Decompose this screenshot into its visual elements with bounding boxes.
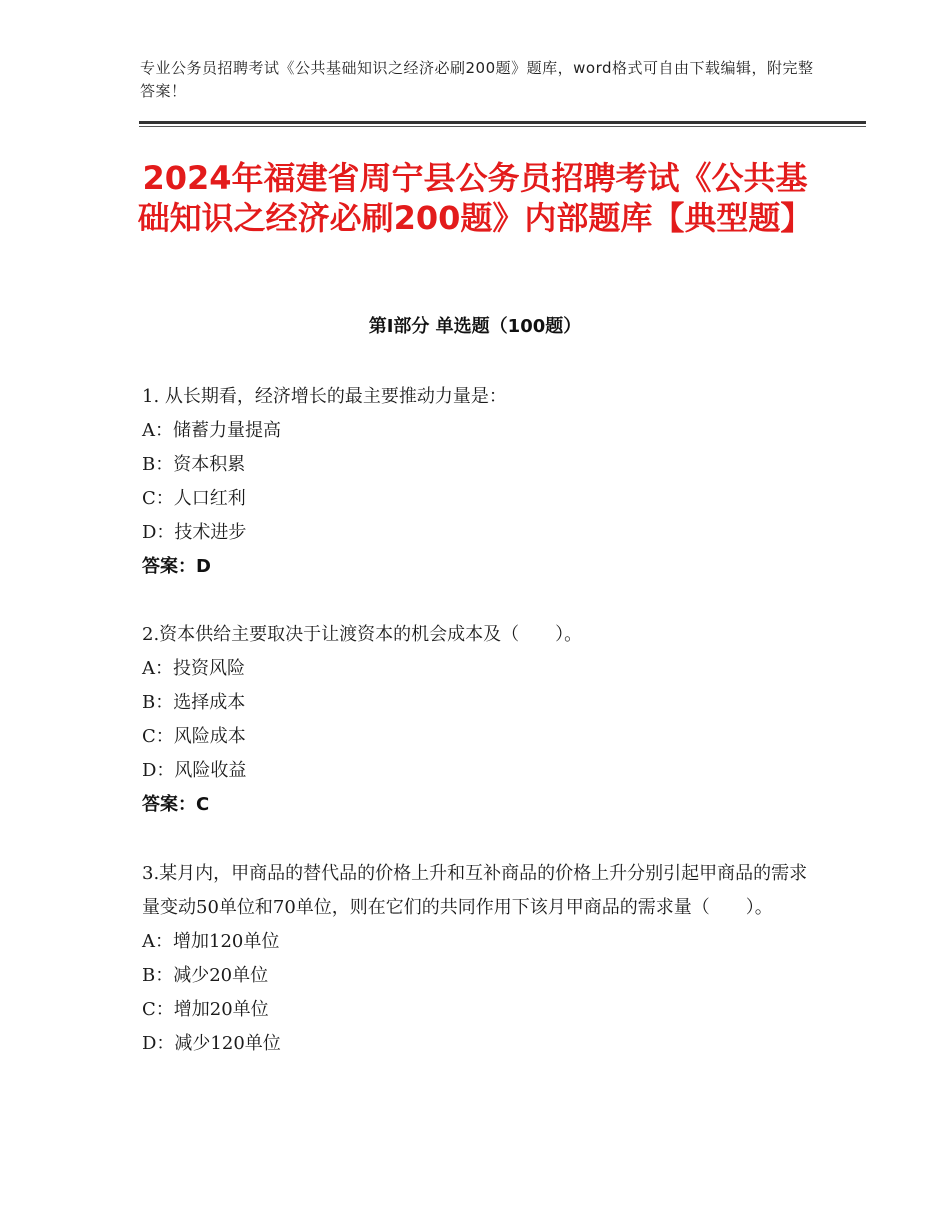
option-b: B：资本积累 <box>142 454 246 475</box>
question-stem: 1. 从长期看，经济增长的最主要推动力量是： <box>142 386 507 407</box>
question-2 <box>142 618 812 822</box>
option-b: B：选择成本 <box>142 692 246 713</box>
header-rule-thick <box>139 121 866 124</box>
section-title: 第Ⅰ部分 单选题（100题） <box>368 316 582 337</box>
question-3 <box>142 857 812 1061</box>
question-stem: 3.某月内，甲商品的替代品的价格上升和互补商品的价格上升分别引起甲商品的需求量变动50单位和70单位，则在它们的共同作用下该月甲商品的需求量（ ）。 <box>142 863 808 918</box>
option-a: A：增加120单位 <box>142 931 280 952</box>
header-note: 专业公务员招聘考试《公共基础知识之经济必刷200题》题库，word格式可自由下载编辑，附完整答案！ <box>140 59 814 100</box>
option-a: A：储蓄力量提高 <box>142 420 281 441</box>
document-title: 2024年福建省周宁县公务员招聘考试《公共基础知识之经济必刷200题》内部题库【典型题】 <box>137 159 813 237</box>
option-c: C：人口红利 <box>142 488 246 509</box>
header-rule-thin <box>139 126 866 127</box>
option-c: C：风险成本 <box>142 726 246 747</box>
question-1 <box>142 380 812 584</box>
answer: 答案：C <box>142 794 210 815</box>
question-stem: 2.资本供给主要取决于让渡资本的机会成本及（ ）。 <box>142 624 583 645</box>
answer: 答案：D <box>142 556 211 577</box>
option-d: D：技术进步 <box>142 522 247 543</box>
option-d: D：风险收益 <box>142 760 247 781</box>
option-a: A：投资风险 <box>142 658 245 679</box>
option-b: B：减少20单位 <box>142 965 269 986</box>
option-d: D：减少120单位 <box>142 1033 281 1054</box>
option-c: C：增加20单位 <box>142 999 269 1020</box>
